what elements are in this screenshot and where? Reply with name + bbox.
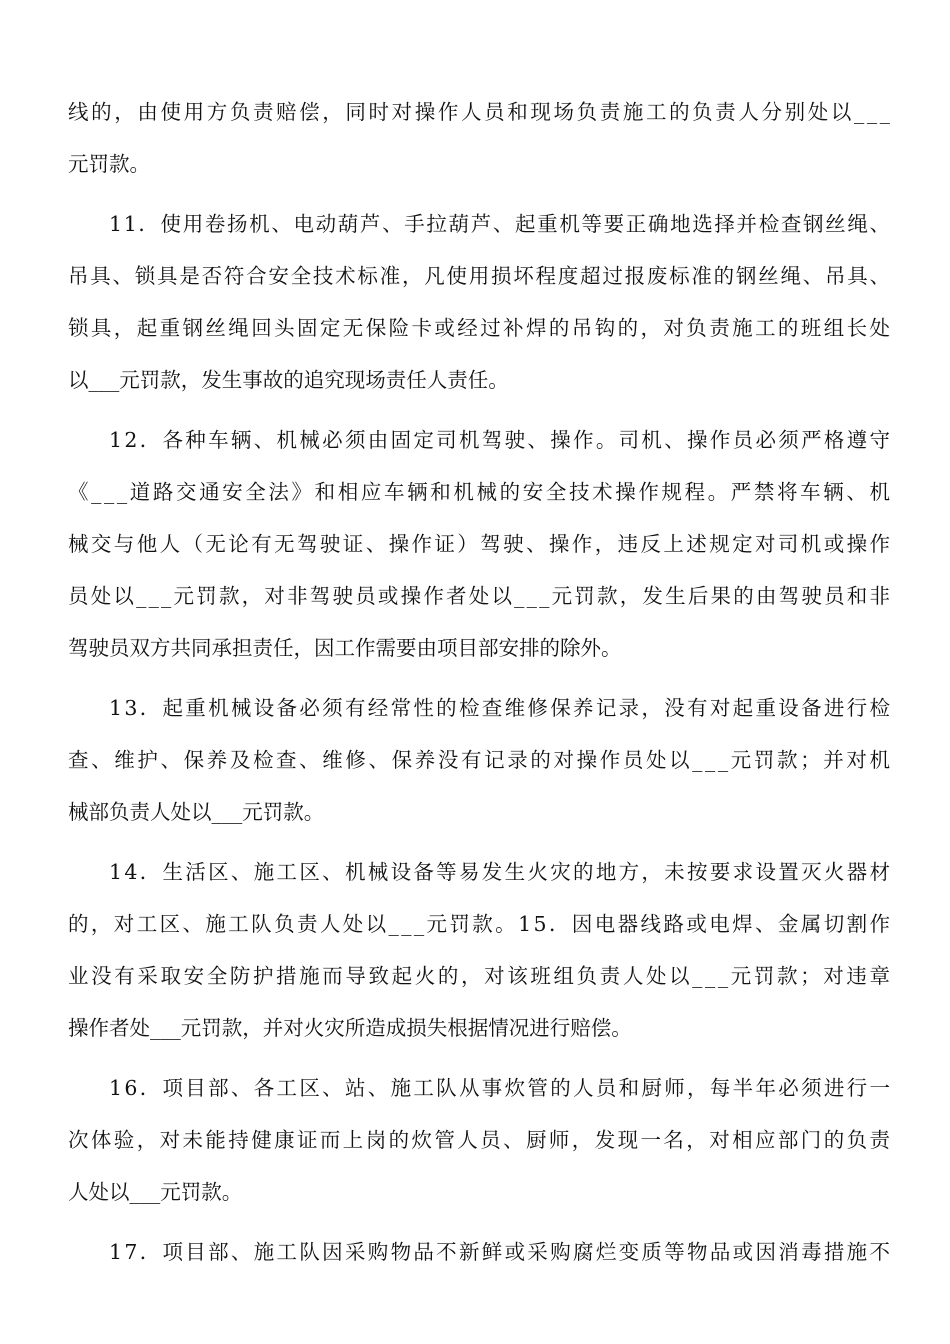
text-line: 的，对工区、施工队负责人处以___元罚款。15．因电器线路或电焊、金属切割作 [68,912,893,936]
paragraph-gap [68,838,890,846]
text-line: 次体验，对未能持健康证而上岗的炊管人员、厨师，发现一名，对相应部门的负责 [68,1128,893,1152]
text-line: 17．项目部、施工队因采购物品不新鲜或采购腐烂变质等物品或因消毒措施不 [109,1240,893,1264]
text-line: 员处以___元罚款，对非驾驶员或操作者处以___元罚款，发生后果的由驾驶员和非 [68,584,893,608]
text-line: 锁具，起重钢丝绳回头固定无保险卡或经过补焊的吊钩的，对负责施工的班组长处 [68,316,893,340]
text-line: 13．起重机械设备必须有经常性的检查维修保养记录，没有对起重设备进行检 [109,696,893,720]
text-line: 元罚款。 [68,152,150,176]
text-line: 线的，由使用方负责赔偿，同时对操作人员和现场负责施工的负责人分别处以___ [68,100,893,124]
text-line: 驾驶员双方共同承担责任，因工作需要由项目部安排的除外。 [68,636,622,660]
text-line: 以___元罚款，发生事故的追究现场责任人责任。 [68,368,509,392]
text-line: 14．生活区、施工区、机械设备等易发生火灾的地方，未按要求设置灭火器材 [109,860,893,884]
paragraph-gap [68,1218,890,1226]
text-line: 械交与他人（无论有无驾驶证、操作证）驾驶、操作，违反上述规定对司机或操作 [68,532,893,556]
text-line: 《___道路交通安全法》和相应车辆和机械的安全技术操作规程。严禁将车辆、机 [68,480,893,504]
text-line: 业没有采取安全防护措施而导致起火的，对该班组负责人处以___元罚款；对违章 [68,964,893,988]
text-line: 械部负责人处以___元罚款。 [68,800,325,824]
text-line: 12．各种车辆、机械必须由固定司机驾驶、操作。司机、操作员必须严格遵守 [109,428,893,452]
text-line: 查、维护、保养及检查、维修、保养没有记录的对操作员处以___元罚款；并对机 [68,748,893,772]
text-line: 吊具、锁具是否符合安全技术标准，凡使用损坏程度超过报废标准的钢丝绳、吊具、 [68,264,892,288]
text-line: 11．使用卷扬机、电动葫芦、手拉葫芦、起重机等要正确地选择并检查钢丝绳、 [109,212,892,236]
paragraph-gap [68,190,890,198]
paragraph-gap [68,406,890,414]
paragraph-gap [68,1054,890,1062]
document-page [68,86,893,1278]
text-line: 人处以___元罚款。 [68,1180,243,1204]
text-line: 16．项目部、各工区、站、施工队从事炊管的人员和厨师，每半年必须进行一 [109,1076,893,1100]
paragraph-gap [68,674,890,682]
text-line: 操作者处___元罚款，并对火灾所造成损失根据情况进行赔偿。 [68,1016,632,1040]
